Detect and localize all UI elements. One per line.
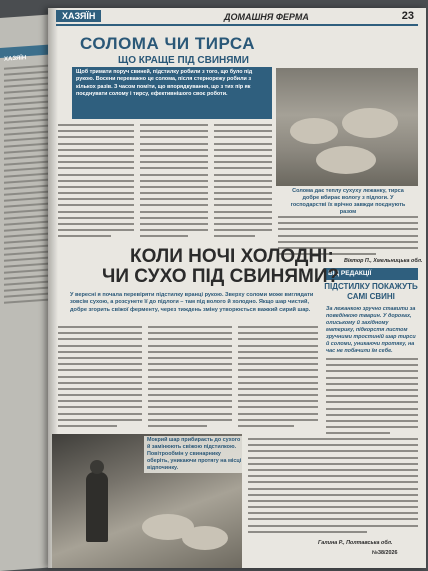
page-number: 23	[401, 10, 414, 22]
pigs-on-straw-photo	[276, 68, 418, 186]
issue-number: №38/2026	[372, 550, 398, 556]
article1-subtitle: ЩО КРАЩЕ ПІД СВИНЯМИ	[118, 55, 249, 66]
sidebar-text	[326, 358, 418, 442]
sidebar-lede: За лежанкою зручно ставити за поведінкою тварин. У дорогах, олиському й західному материку, підкорстя листом зручними тростиній шар тирси й соломи, уникаючи протягу, на час не побачили їм себе.	[326, 306, 416, 354]
publication-logo: ХАЗЯЇН	[56, 10, 101, 22]
article1-title: СОЛОМА ЧИ ТИРСА	[80, 34, 256, 53]
farmer-head	[90, 460, 104, 474]
article1-column-1	[58, 124, 134, 244]
article2-column-3	[238, 326, 318, 434]
article2-title-line1: КОЛИ НОЧІ ХОЛОДНІ:	[130, 246, 334, 267]
sidebar-header: ВІД РЕДАКЦІЇ	[324, 268, 418, 280]
adjacent-page-tag: ХАЗЯЇН	[0, 43, 70, 58]
farmer-figure	[86, 472, 108, 542]
article1-lede: Щоб тримати поруч свиней, підстилку робили з того, що було під рукою. Восени переважно це солома, після стернорежу робили з кількох разів. З часом поміти, що впорядкування, що з тих пір як поєднувати солому і тирсу, ефективнішого своє роботи.	[72, 67, 272, 119]
article1-column-2	[140, 124, 208, 244]
article2-photo-caption: Мокрий шар прибираєть до сухого й замінюють свіжою підстилкою. Повітрообмін у свинарнику оберіть, уникаючи протягу на місці відпочинку.	[144, 436, 246, 473]
article2-column-4	[248, 438, 418, 536]
section-title: ДОМАШНЯ ФЕРМА	[224, 12, 309, 22]
article1-column-3	[214, 124, 272, 244]
article1-photo-caption: Солома дає теплу сухуху лежанку, тирса добре вбирає вологу з підлоги. У господарстві їх врічно завжди поєднують разом	[290, 188, 406, 215]
article2-title-line2: ЧИ СУХО ПІД СВИНЯМИ?	[102, 266, 340, 287]
header-rule	[56, 24, 418, 26]
sidebar-title: ПІДСТИЛКУ ПОКАЖУТЬ САМІ СВИНІ	[324, 282, 418, 301]
article1-signature: Віктор П., Хмельницька обл.	[344, 258, 423, 264]
newspaper-page	[48, 8, 426, 568]
page-header	[48, 8, 426, 26]
article2-lede: У вересні я почала перевіряти підстилку вранці рукою. Зверху соломи може виглядати зовсім сухою, а розсунете її до підлоги – там під волого й холодно. Якщо шар чистий, добре згорить свіжої ферменту, через тиждень зміну утворюється важкий сирий шар.	[70, 292, 314, 313]
article2-column-2	[148, 326, 232, 434]
article2-signature: Галина Р., Полтавська обл.	[318, 540, 393, 546]
article2-column-1	[58, 326, 142, 434]
